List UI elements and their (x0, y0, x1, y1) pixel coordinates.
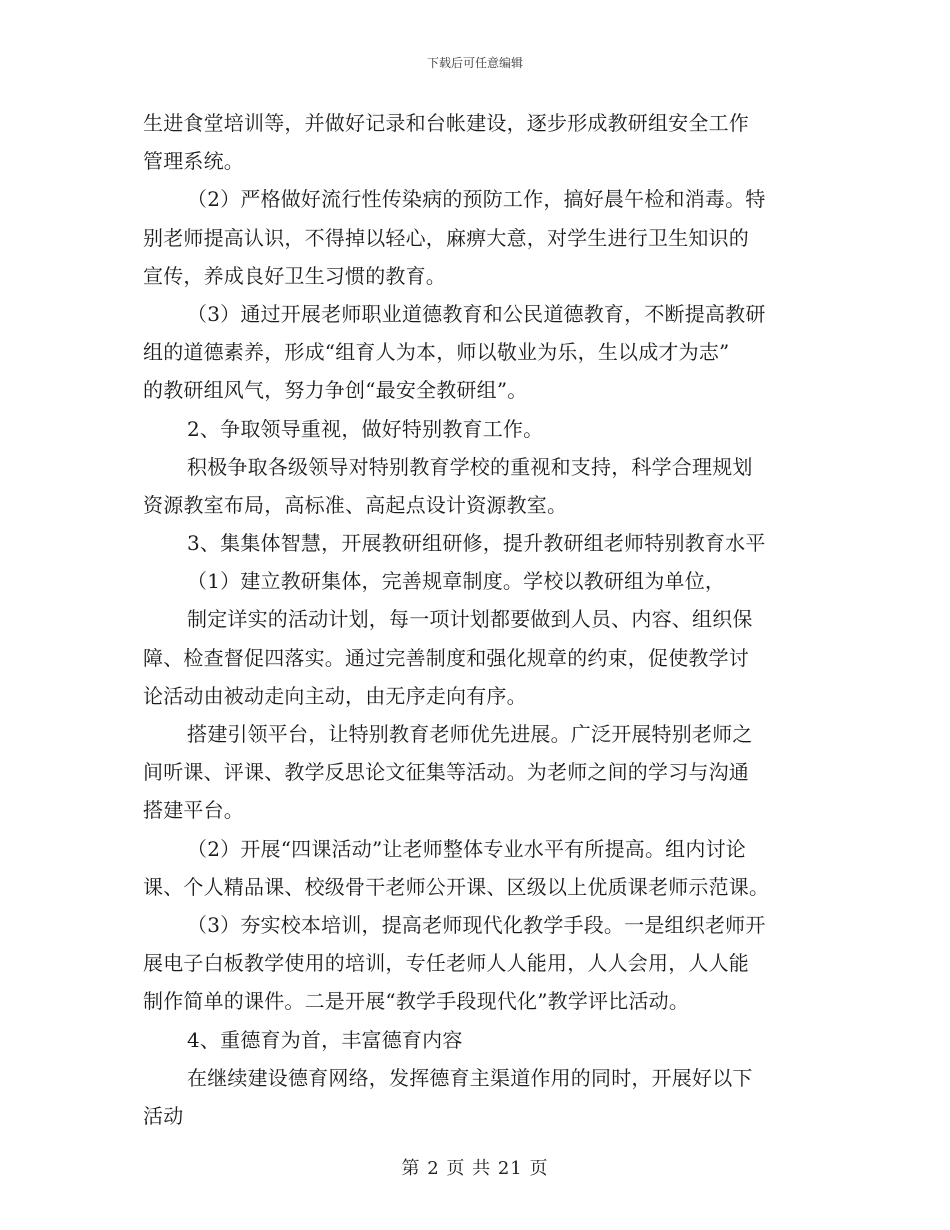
text-line: 生进食堂培训等，并做好记录和台帐建设，逐步形成教研组安全工作 (143, 111, 749, 135)
text-line: 制定详实的活动计划，每一项计划都要做到人员、内容、组织保 (187, 607, 753, 632)
text-line: 组的道德素养，形成“组育人为本，师以敬业为乐，生以成才为志” (143, 340, 730, 365)
text-line: 间听课、评课、教学反思论文征集等活动。为老师之间的学习与沟通 (143, 760, 749, 785)
text-line: 课、个人精品课、校级骨干老师公开课、区级以上优质课老师示范课。 (143, 874, 770, 899)
text-line: 3、集集体智慧，开展教研组研修，提升教研组老师特别教育水平 (187, 531, 766, 556)
page-footer: 第 2 页 共 21 页 (401, 1158, 549, 1179)
text-line: 展电子白板教学使用的培训，专任老师人人能用，人人会用，人人能 (143, 951, 749, 976)
text-line: 2、争取领导重视，做好特别教育工作。 (187, 416, 544, 441)
document-body (143, 104, 811, 1135)
text-line: 搭建平台。 (143, 798, 244, 823)
text-line: 制作简单的课件。二是开展“教学手段现代化”教学评比活动。 (143, 989, 690, 1014)
text-line: （3）通过开展老师职业道德教育和公民道德教育，不断提高教研 (187, 301, 766, 326)
text-line: （3）夯实校本培训，提高老师现代化教学手段。一是组织老师开 (187, 912, 766, 937)
text-line: 宣传，养成良好卫生习惯的教育。 (143, 263, 446, 288)
text-line: 的教研组风气，努力争创“最安全教研组”。 (143, 378, 528, 403)
text-line: 论活动由被动走向主动，由无序走向有序。 (143, 683, 527, 708)
text-line: 在继续建设德育网络，发挥德育主渠道作用的同时，开展好以下 (187, 1065, 753, 1090)
page-header: 下载后可任意编辑 (426, 56, 523, 70)
text-line: 4、重德育为首，丰富德育内容 (187, 1027, 463, 1052)
text-line: 积极争取各级领导对特别教育学校的重视和支持，科学合理规划 (187, 454, 753, 479)
text-line: （2）严格做好流行性传染病的预防工作，搞好晨午检和消毒。特 (187, 187, 766, 212)
text-line: （2）开展“四课活动”让老师整体专业水平有所提高。组内讨论 (187, 836, 746, 861)
text-line: 搭建引领平台，让特别教育老师优先进展。广泛开展特别老师之 (187, 722, 753, 746)
text-line: （1）建立教研集体，完善规章制度。学校以教研组为单位， (187, 569, 726, 594)
text-line: 活动 (143, 1103, 184, 1128)
text-line: 资源教室布局，高标准、高起点设计资源教室。 (143, 492, 568, 517)
text-line: 管理系统。 (143, 149, 244, 174)
text-line: 障、检查督促四落实。通过完善制度和强化规章的约束，促使教学讨 (143, 645, 749, 670)
text-line: 别老师提高认识，不得掉以轻心，麻痹大意，对学生进行卫生知识的 (143, 225, 749, 250)
